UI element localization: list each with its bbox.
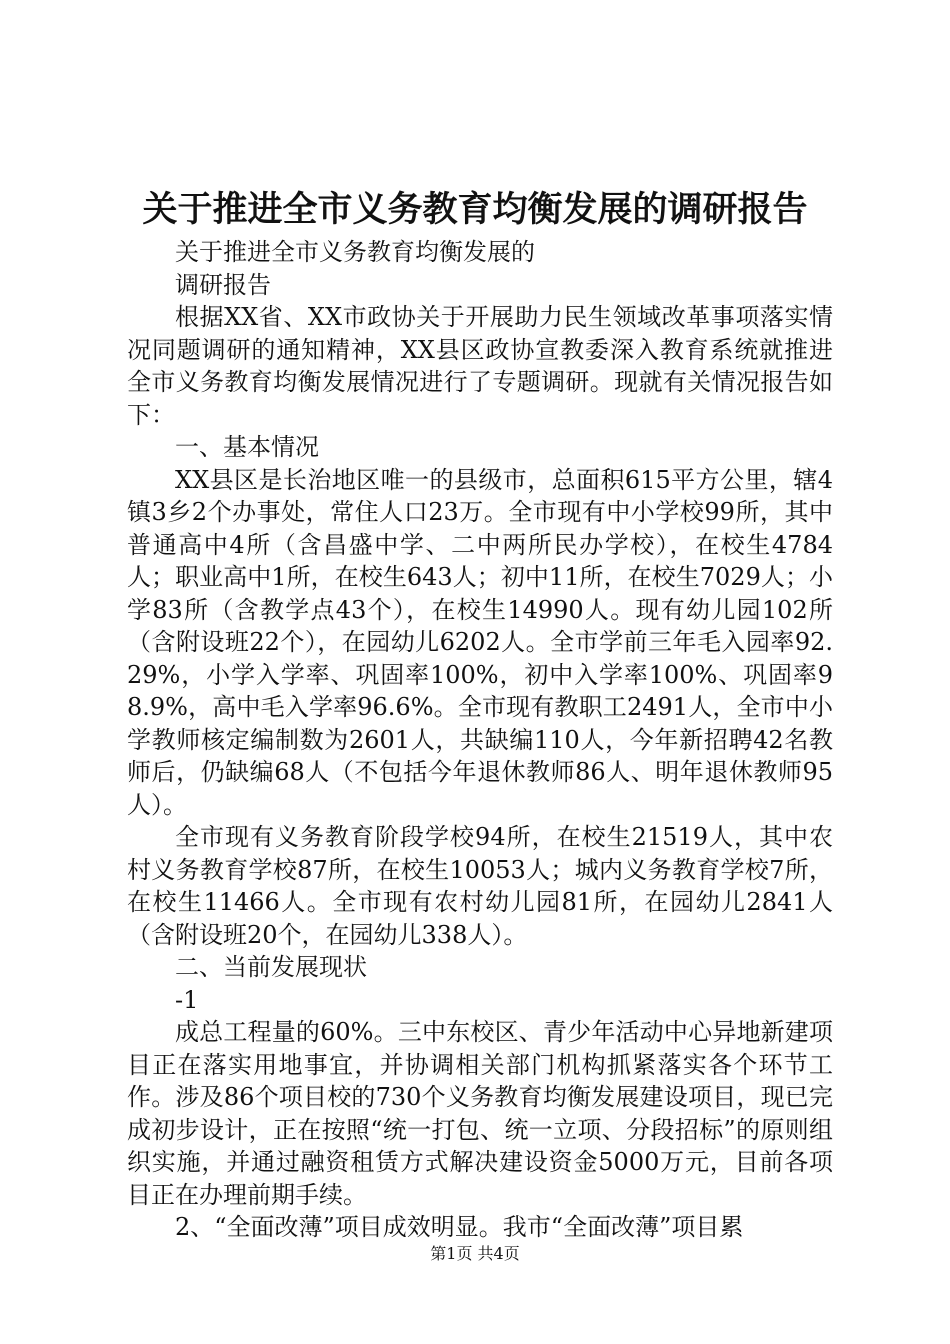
paragraph-compulsory-schools: 全市现有义务教育阶段学校94所，在校生21519人，其中农村义务教育学校87所，在校生10053人；城内义务教育学校7所，在校生11466人。全市现有农村幼儿园81所，在园幼儿2841人（含附设班20个，在园幼儿338人）。 [127, 823, 833, 949]
page-footer: 第1页 共4页 [430, 1244, 520, 1263]
document-body [127, 236, 833, 1244]
page-marker: -1 [175, 985, 199, 1014]
paragraph-subtitle-line-1: 关于推进全市义务教育均衡发展的 [175, 238, 535, 266]
paragraph-improvement: 2、“全面改薄”项目成效明显。我市“全面改薄”项目累 [175, 1213, 744, 1241]
paragraph-intro: 根据XX省、XX市政协关于开展助力民生领域改革事项落实情况同题调研的通知精神，XX县区政协宣教委深入教育系统就推进全市义务教育均衡发展情况进行了专题调研。现就有关情况报告如下： [127, 303, 833, 429]
section-heading-status: 二、当前发展现状 [175, 953, 367, 981]
document-title: 关于推进全市义务教育均衡发展的调研报告 [142, 189, 808, 230]
paragraph-subtitle-line-2: 调研报告 [175, 270, 271, 299]
section-heading-basic: 一、基本情况 [175, 433, 319, 461]
paragraph-projects: 成总工程量的60%。三中东校区、青少年活动中心异地新建项目正在落实用地事宜，并协调相关部门机构抓紧落实各个环节工作。涉及86个项目校的730个义务教育均衡发展建设项目，现已完成初步设计，正在按照“统一打包、统一立项、分段招标”的原则组织实施，并通过融资租赁方式解决建设资金5000万元，目前各项目正在办理前期手续。 [127, 1018, 833, 1209]
paragraph-basic-info: XX县区是长治地区唯一的县级市，总面积615平方公里，辖4镇3乡2个办事处，常住人口23万。全市现有中小学校99所，其中普通高中4所（含昌盛中学、二中两所民办学校），在校生4784人；职业高中1所，在校生643人；初中11所，在校生7029人；小学83所（含教学点43个），在校生14990人。现有幼儿园102所（含附设班22个），在园幼儿6202人。全市学前三年毛入园率92.29%，小学入学率、巩固率100%，初中入学率100%、巩固率98.9%，高中毛入学率96.6%。全市现有教职工2491人，全市中小学教师核定编制数为2601人，共缺编110人，今年新招聘42名教师后，仍缺编68人（不包括今年退休教师86人、明年退休教师95人）。 [127, 465, 833, 819]
